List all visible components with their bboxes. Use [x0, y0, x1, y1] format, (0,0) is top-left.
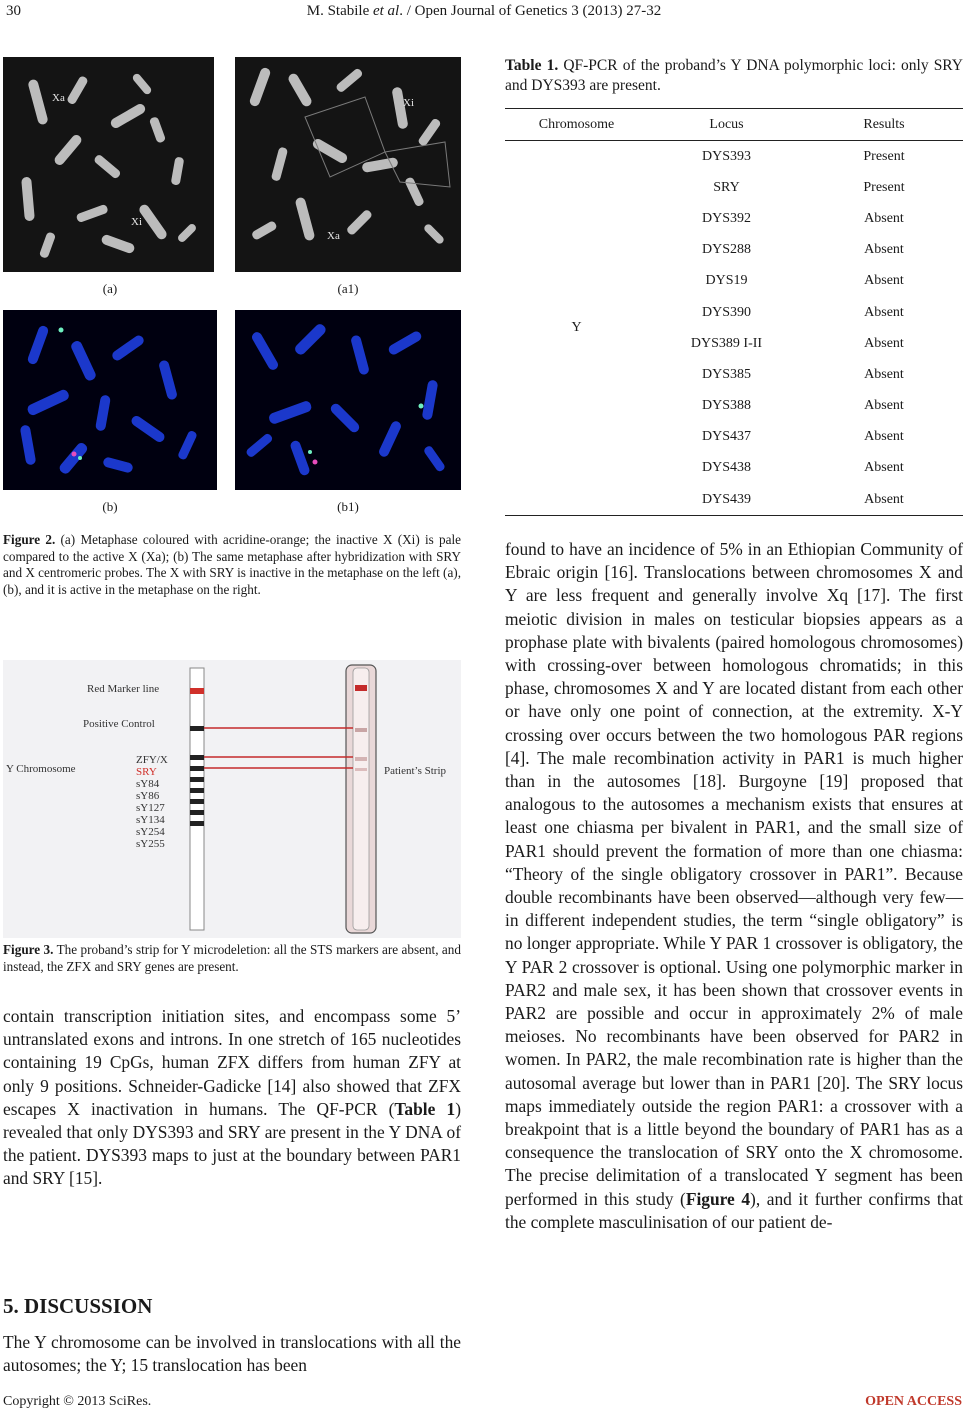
left-paragraph-2: The Y chromosome can be involved in translocations with all the autosomes; the Y; 15 translocation has been: [3, 1332, 461, 1376]
cell-result: Absent: [864, 242, 904, 258]
figure3-caption: Figure 3. The proband’s strip for Y microdeletion: all the STS markers are absent, and instead, the ZFX and SRY genes are present.: [3, 942, 461, 974]
panel-label-b1: (b1): [337, 499, 359, 514]
running-title: M. Stabile et al. / Open Journal of Genetics 3 (2013) 27-32: [306, 3, 662, 19]
cell-locus: DYS438: [701, 460, 751, 476]
marker-label: sY127: [136, 802, 165, 814]
th-locus: Locus: [648, 110, 805, 141]
label-patient-strip: Patient’s Strip: [384, 765, 447, 777]
cell-locus: DYS385: [701, 366, 751, 382]
marker-label: SRY: [136, 766, 157, 778]
figure2-panel-b: [3, 310, 217, 490]
cell-result: Absent: [805, 484, 963, 516]
label-y-chromosome: Y Chromosome: [6, 763, 76, 775]
cell-result: Absent: [864, 210, 904, 226]
marker-label: sY254: [136, 826, 165, 838]
section-heading: 5. DISCUSSION: [3, 1294, 153, 1318]
cell-chromosome: Y: [505, 141, 648, 516]
cell-locus: DYS392: [701, 210, 751, 226]
figure2-caption: Figure 2. (a) Metaphase coloured with acridine-orange; the inactive X (Xi) is pale compared to the active X (Xa); (b) The same metaphase after hybridization with SRY and X centromeric probes. The X with SRY is inactive in the metaphase on the left (a), (b), and it is active in the metaphase on the right.: [3, 532, 461, 598]
microdeletion-strip-diagram: [3, 660, 461, 938]
page-number: 30: [6, 3, 21, 19]
label-xi-a1: Xi: [403, 97, 414, 109]
label-positive-control: Positive Control: [83, 718, 155, 730]
right-paragraph: found to have an incidence of 5% in an Ethiopian Community of Ebraic origin [16]. Translocations between chromosomes X and Y are less frequent and generally involve Xq [17]. The first meiotic division in males on testicular biopsies appears as a prophase plate with bivalents (paired homologous chromosomes) with crossing-over between homologous chromatids; in this phase, chromosomes X and Y are located distant from each other or have only one point of connection, at the extremity. X-Y crossing over occurs between the two homologous PAR regions [4]. The male recombination activity in PAR1 is much higher than in the autosomes [18]. Burgoyne [19] proposed that analogous to the autosomes a mechanism exists that ensures at least one chiasma per bivalent in PAR1, and the small size of PAR1 should prevent the formation of more than one chiasma: “Theory of the single obligatory crossover in PAR1”. Because double recombinants have been observed—although very few—in different independent studies, the term “single obligatory” is no longer appropriate. While Y PAR 1 crossover is obligatory, the Y PAR 2 crossover is optional. Using one polymorphic marker in PAR2 and male sex, it has been shown that crossover events in PAR2 are possible and occur in approximately 2% of male meioses. No recombinants have been observed for PAR2 in women. In PAR2, the male recombination rate is higher than the autosomal average but lower than in PAR1 [20]. The SRY locus maps immediately outside the region PAR1: a crossover with a breakpoint that is a little beyond the boundary of PAR1 has as a consequence the translocation of SRY onto the X chromosome. The precise delimitation of a translocated Y segment has been performed in this study (Figure 4), and it further confirms that the complete masculinisation of our patient de-: [505, 539, 963, 1232]
footer-open-access: OPEN ACCESS: [865, 1394, 962, 1409]
cell-locus: DYS390: [701, 304, 751, 320]
left-paragraph-1: contain transcription initiation sites, and encompass some 5’ untranslated exons and introns. In one stretch of 165 nucleotides containing 19 CpGs, human ZFX differs from human ZFY at only 9 positions. Schneider-Gadicke [14] also showed that ZFX escapes X inactivation in humans. The QF-PCR (Table 1) revealed that only DYS393 and SRY are present in the Y DNA of the patient. DYS393 maps to just at the boundary between PAR1 and SRY [15].: [3, 1006, 461, 1189]
cell-result: Present: [863, 148, 905, 164]
figure3: [3, 660, 461, 938]
figure2-panel-b1: [235, 310, 461, 490]
metaphase-image-a: [3, 57, 214, 272]
figure2-panel-a1: [235, 57, 461, 272]
cell-result: Absent: [864, 366, 904, 382]
cell-locus: DYS393: [701, 148, 751, 164]
cell-locus: DYS437: [701, 429, 751, 445]
cell-result: Absent: [864, 398, 904, 414]
th-chromosome: Chromosome: [505, 110, 648, 141]
cell-result: Absent: [864, 460, 904, 476]
table-row: [505, 141, 963, 172]
cell-locus: DYS388: [701, 398, 751, 414]
cell-result: Absent: [864, 273, 904, 289]
table1-top-rule: [505, 108, 963, 109]
th-results: Results: [805, 110, 963, 141]
cell-locus: DYS19: [705, 273, 748, 289]
label-xa-a1: Xa: [327, 230, 340, 242]
marker-label: sY255: [136, 838, 165, 850]
cell-locus: SRY: [713, 179, 740, 195]
cell-result: Absent: [864, 429, 904, 445]
cell-locus: DYS439: [648, 484, 805, 516]
panel-label-b: (b): [102, 499, 118, 514]
metaphase-image-a1: [235, 57, 461, 272]
cell-result: Absent: [864, 304, 904, 320]
fish-image-b1: [235, 310, 461, 490]
cell-locus: DYS288: [701, 242, 751, 258]
cell-locus: DYS389 I-II: [690, 335, 763, 351]
figure2-panel-a: [3, 57, 214, 272]
label-red-marker: Red Marker line: [87, 683, 160, 695]
marker-label: sY86: [136, 790, 160, 802]
marker-list: [136, 754, 168, 850]
marker-label: sY134: [136, 814, 165, 826]
label-xi: Xi: [131, 216, 142, 228]
panel-label-a1: (a1): [337, 281, 359, 296]
cell-result: Present: [863, 179, 905, 195]
table1: [505, 110, 963, 516]
footer-copyright: Copyright © 2013 SciRes.: [3, 1394, 152, 1409]
cell-result: Absent: [864, 335, 904, 351]
table1-body: [505, 141, 963, 516]
label-xa: Xa: [52, 92, 65, 104]
marker-label: ZFY/X: [136, 754, 168, 766]
table1-caption: Table 1. QF-PCR of the proband’s Y DNA polymorphic loci: only SRY and DYS393 are present.: [505, 57, 963, 94]
panel-label-a: (a): [102, 281, 118, 296]
fish-image-b: [3, 310, 217, 490]
marker-label: sY84: [136, 778, 160, 790]
